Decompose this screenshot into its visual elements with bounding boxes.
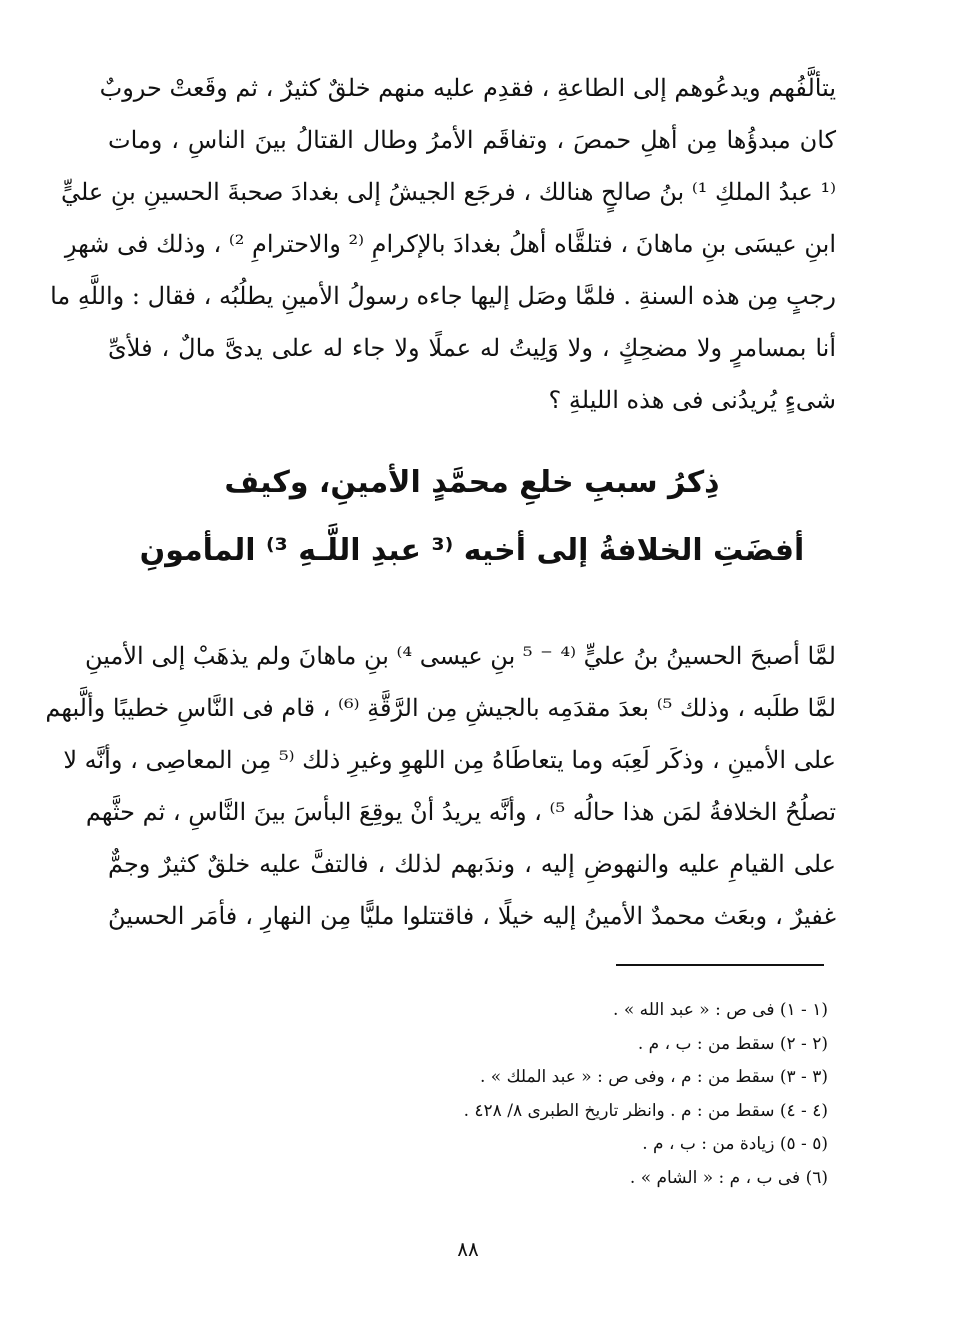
paragraph-line: غفيرٌ ، وبعَث محمدٌ الأمينُ إليه خيلًا ، فاقتتلوا مليًّا مِن النهارِ ، فأمَر الحسينُ [108,902,836,930]
footnote: (٢ - ٢) سقط من : ب ، م . [637,1033,828,1054]
paragraph-line: لمَّا أصبحَ الحسينُ بنُ عليٍّ ⁽⁴ ⁻ ⁵ بنِ عيسى ⁴⁾ بنِ ماهانَ ولم يذهَبْ إلى الأمينِ [84,642,836,670]
footnote-separator [616,964,824,966]
footnotes [300,994,828,1195]
paragraph-line: يتألَّفُهم ويدعُوهم إلى الطاعةِ ، فقدِم عليه منهم خلقٌ كثيرٌ ، ثم وقَعتْ حروبٌ [99,74,836,102]
footnote: (٦) فى ب ، م : « الشام » . [629,1167,828,1188]
section-heading-line-2: أفضَتِ الخلافةُ إلى أخيه ⁽³ عبدِ اللَّـهِ ³⁾ المأمونِ [139,533,805,568]
section-heading-line-1: ذِكرُ سببِ خلعِ محمَّدٍ الأمينِ، وكيف [224,465,720,500]
footnote: (٤ - ٤) سقط من : م . وانظر تاريخ الطبرى ٨/ ٤٢٨ . [463,1100,828,1121]
paragraph-line: ⁽¹ عبدُ الملكِ ¹⁾ بنُ صالحٍ هنالك ، فرجَع الجيشُ إلى بغدادَ صحبةَ الحسينِ بنِ عليٍّ [60,178,836,206]
paragraph-line: لمَّا طلَبه ، وذلك ⁵⁾ بعدَ مقدَمِه بالجيشِ مِن الرَّقَّةِ ⁽⁶⁾ ، قام فى النَّاسِ خطيبًا وألَّبهم [45,694,836,722]
paragraph-line: تصلُحُ الخلافةُ لمَن هذا حالُه ⁵⁾ ، وأنَّه يريدُ أنْ يوقِعَ البأسَ بينَ النَّاسِ ، ثم حثَّهم [85,798,836,826]
paragraph-1 [50,62,836,426]
paragraph-line: كان مبدؤُها مِن أهلِ حمصَ ، وتفاقَم الأمرُ وطال القتالُ بينَ الناسِ ، ومات [108,126,836,154]
footnote: (٥ - ٥) زيادة من : ب ، م . [642,1134,828,1154]
footnote: (١ - ١) فى ص : « عبد الله » . [613,1000,828,1020]
paragraph-line: رجبٍ مِن هذه السنةِ . فلمَّا وصَل إليها جاءه رسولُ الأمينِ يطلُبُه ، فقال : واللَّهِ ما [50,282,836,310]
footnote: (٣ - ٣) سقط من : م ، وفى ص : « عبد الملك » . [479,1067,828,1087]
paragraph-line: أنا بمسامرٍ ولا مضحِكٍ ، ولا وَلِيتُ له عملًا ولا جاء له على يدىَّ مالٌ ، فلأىِّ [108,334,836,362]
paragraph-line: على الأمينِ ، وذكَر لَعِبَه وما يتعاطَاهُ مِن اللهوِ وغيرِ ذلك ⁽⁵ مِن المعاصِى ، وأنَّه لا [63,746,836,774]
paragraph-line: ابنِ عيسَى بنِ ماهانَ ، فتلقَّاه أهلُ بغدادَ بالإكرامِ ⁽² والاحترامِ ²⁾ ، وذلك فى شهرِ [64,230,836,258]
paragraph-2 [45,630,836,942]
paragraph-line: شىءٍ يُريدُنى فى هذه الليلةِ ؟ [548,386,836,414]
page-number: ٨٨ [457,1237,479,1261]
paragraph-line: على القيامِ عليه والنهوضِ إليه ، وندَبهم لذلك ، فالتفَّ عليه خلقٌ كثيرٌ وجمٌّ [108,850,836,878]
